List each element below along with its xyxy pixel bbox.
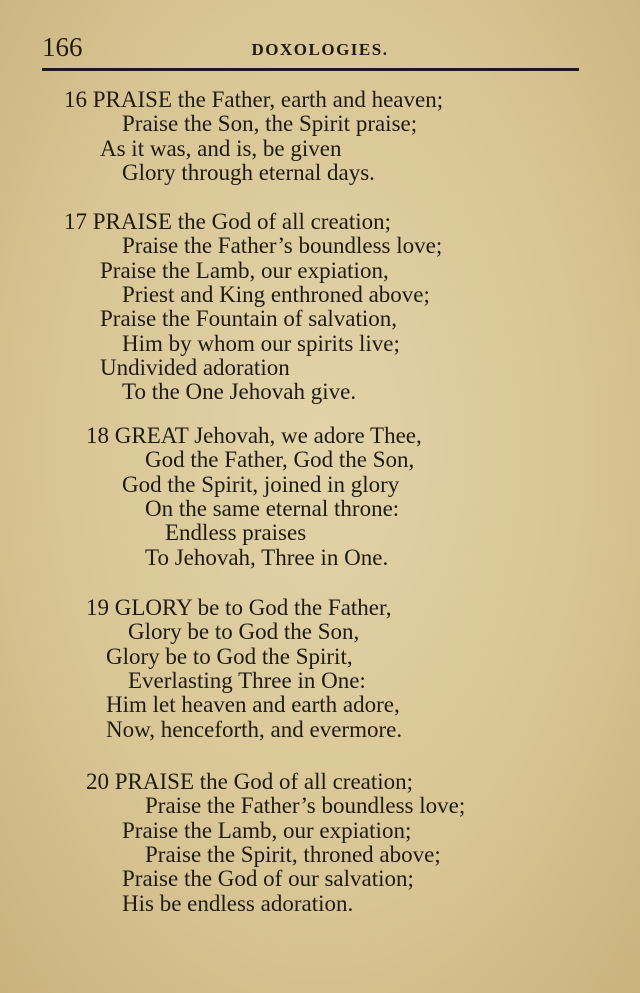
verse-line: On the same eternal throne:	[145, 495, 400, 521]
verse-line: 18 GREAT Jehovah, we adore Thee,	[86, 423, 422, 448]
verse-line: 20 PRAISE the God of all creation;	[86, 769, 414, 794]
verse-line: To the One Jehovah give.	[122, 379, 357, 405]
running-title: DOXOLOGIES.	[251, 40, 389, 59]
verse-line: Praise the Lamb, our expiation,	[100, 257, 389, 283]
verse-line: Glory be to God the Spirit,	[106, 643, 353, 669]
verse-line: As it was, and is, be given	[100, 135, 342, 161]
verse-line: Praise the Son, the Spirit praise;	[122, 111, 418, 137]
verse-line: Undivided adoration	[100, 354, 290, 380]
verse-line: To Jehovah, Three in One.	[145, 544, 389, 570]
verse-line: Glory be to God the Son,	[128, 619, 360, 645]
header-rule	[42, 68, 579, 71]
verse-line: Priest and King enthroned above;	[122, 281, 430, 307]
verse-line: Praise the God of our salvation;	[122, 866, 414, 892]
verse-line: Praise the Father’s boundless love;	[122, 233, 443, 259]
verse-line: Him by whom our spirits live;	[122, 330, 400, 356]
verse-line: Praise the Fountain of salvation,	[100, 306, 398, 332]
verse-line: Glory through eternal days.	[122, 159, 375, 185]
verse-line: God the Spirit, joined in glory	[122, 471, 400, 497]
verse-line: Everlasting Three in One:	[128, 667, 366, 693]
verse-line: Praise the Father’s boundless love;	[145, 793, 466, 819]
verse-line: Him let heaven and earth adore,	[106, 692, 400, 718]
verse-line: God the Father, God the Son,	[145, 447, 415, 473]
verse-line: Praise the Lamb, our expiation;	[122, 817, 412, 843]
verse-line: Praise the Spirit, throned above;	[145, 841, 441, 867]
page-number: 166	[42, 32, 83, 62]
verse-line: Endless praises	[165, 520, 307, 546]
verse-line: His be endless adoration.	[122, 890, 354, 916]
verse-line: 17 PRAISE the God of all creation;	[64, 209, 392, 234]
verse-line: 19 GLORY be to God the Father,	[86, 595, 392, 620]
verse-line: Now, henceforth, and evermore.	[106, 716, 403, 742]
verse-line: 16 PRAISE the Father, earth and heaven;	[64, 87, 444, 112]
